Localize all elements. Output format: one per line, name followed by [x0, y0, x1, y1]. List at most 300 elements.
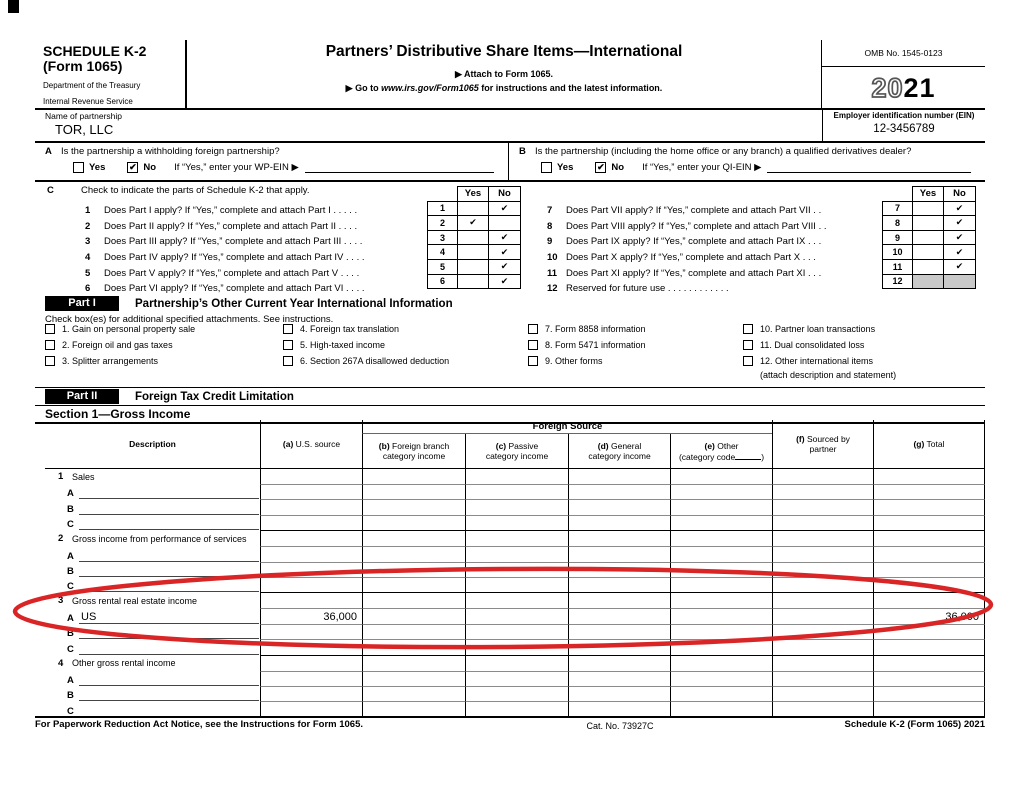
c-a12-yes — [913, 274, 944, 289]
attachment-1-label: 1. Gain on personal property sale — [62, 324, 196, 334]
omb-number: OMB No. 1545-0123 — [822, 40, 985, 67]
gross-income-table — [45, 420, 985, 718]
year-bold-digits: 21 — [903, 72, 936, 103]
part-1-title: Partnership’s Other Current Year International Information — [135, 297, 453, 310]
col-b-letter: (b) — [378, 441, 390, 451]
partnership-name-value[interactable]: TOR, LLC — [55, 122, 114, 137]
amount-cell[interactable] — [772, 485, 873, 500]
amount-cell[interactable] — [465, 485, 568, 500]
c-q4-text: Does Part IV apply? If “Yes,” complete and attach Part IV . . . . — [104, 252, 365, 264]
amount-cell[interactable] — [260, 672, 362, 687]
c-q4-num: 4 — [85, 252, 91, 264]
amount-cell[interactable] — [362, 687, 465, 702]
question-b-yes-checkbox[interactable] — [541, 162, 552, 173]
question-a-letter: A — [45, 146, 52, 157]
attachment-6-checkbox[interactable] — [283, 356, 293, 366]
attachment-4-checkbox[interactable] — [283, 324, 293, 334]
c-a8-yes[interactable] — [913, 216, 944, 231]
name-ein-row — [35, 110, 985, 143]
table-header — [45, 420, 985, 469]
table-row-group-4 — [45, 656, 985, 718]
amount-cell[interactable] — [568, 563, 670, 578]
amount-cell[interactable] — [873, 625, 985, 640]
amount-cell[interactable] — [670, 625, 772, 640]
agency-line-2: Internal Revenue Service — [43, 96, 133, 106]
row-2A-desc-line[interactable] — [79, 549, 259, 562]
c-a11-yes[interactable] — [913, 259, 944, 274]
row-1B-letter: B — [67, 503, 74, 515]
amount-cell[interactable] — [260, 625, 362, 640]
c-q9-num: 9 — [547, 236, 553, 248]
c-a1-num: 1 — [428, 201, 458, 216]
row-4C-desc-line[interactable] — [79, 704, 259, 717]
c-a7-yes[interactable] — [913, 201, 944, 216]
amount-cell[interactable] — [670, 531, 772, 547]
amount-cell[interactable] — [362, 485, 465, 500]
row-2-num: 2 — [58, 533, 64, 545]
attachment-2-label: 2. Foreign oil and gas taxes — [62, 340, 173, 350]
amount-cell[interactable] — [465, 563, 568, 578]
amount-cell[interactable] — [568, 609, 670, 624]
qi-ein-input-line[interactable] — [767, 162, 971, 173]
c-a10-num: 10 — [883, 245, 913, 260]
c-q3-num: 3 — [85, 236, 91, 248]
amount-cell[interactable] — [465, 609, 568, 624]
table-row-group-2 — [45, 531, 985, 593]
row-4B-letter: B — [67, 690, 74, 702]
c-a1-no[interactable]: ✔ — [489, 201, 521, 216]
ein-label: Employer identification number (EIN) — [833, 111, 975, 120]
amount-cell[interactable] — [873, 516, 985, 531]
c-a6-num: 6 — [428, 274, 458, 289]
amount-cell[interactable] — [362, 609, 465, 624]
amount-cell[interactable] — [772, 687, 873, 702]
amount-cell[interactable] — [568, 547, 670, 562]
row-4-num: 4 — [58, 657, 64, 669]
col-a-header — [260, 420, 362, 468]
row-4C-letter: C — [67, 705, 74, 717]
attachment-5-checkbox[interactable] — [283, 340, 293, 350]
amount-cell[interactable] — [362, 640, 465, 655]
amount-cell[interactable] — [873, 656, 985, 672]
form-title: Partners’ Distributive Share Items—International — [325, 43, 683, 60]
c-q1-num: 1 — [85, 205, 91, 217]
c-a10-no[interactable]: ✔ — [944, 245, 976, 260]
part-2-badge: Part II — [45, 389, 119, 404]
attachment-11-label: 11. Dual consolidated loss — [760, 340, 865, 350]
section-1-title: Section 1—Gross Income — [35, 406, 985, 424]
amount-cell[interactable] — [873, 469, 985, 485]
attachment-6-label: 6. Section 267A disallowed deduction — [300, 356, 450, 366]
ein-value[interactable]: 12-3456789 — [873, 123, 935, 135]
question-a-followup: If “Yes,” enter your WP-EIN ▶ — [174, 162, 299, 173]
omb-year-block — [822, 40, 985, 108]
table-bottom-rule — [35, 716, 985, 718]
question-a-yes-label: Yes — [89, 162, 106, 173]
row-4B-desc-line[interactable] — [79, 688, 259, 701]
amount-cell[interactable] — [670, 640, 772, 655]
amount-cell[interactable] — [260, 485, 362, 500]
row-2C-letter: C — [67, 581, 74, 593]
amount-cell[interactable] — [260, 687, 362, 702]
col-f-label-2: partner — [809, 444, 837, 454]
amount-cell[interactable] — [670, 516, 772, 531]
row-2A-letter: A — [67, 550, 74, 562]
col-d-label-1: General — [610, 441, 642, 451]
part-2-title: Foreign Tax Credit Limitation — [135, 390, 294, 403]
amount-cell[interactable] — [260, 640, 362, 655]
c-q11-num: 11 — [547, 267, 558, 279]
no-header: No — [489, 187, 521, 202]
attach-instruction: ▶ Attach to Form 1065. — [454, 69, 554, 79]
amount-cell[interactable] — [465, 687, 568, 702]
section-c-left-questions — [85, 203, 427, 297]
c-a9-yes[interactable] — [913, 230, 944, 245]
amount-cell[interactable] — [873, 485, 985, 500]
amount-cell[interactable] — [873, 531, 985, 547]
row-3A-desc-value[interactable]: US — [81, 610, 97, 623]
row-1-label: Sales — [72, 471, 95, 482]
catalog-number: Cat. No. 73927C — [586, 721, 654, 731]
col-g-letter: (g) — [913, 439, 925, 449]
attachment-7-label: 7. Form 8858 information — [545, 324, 646, 334]
c-q6-text: Does Part VI apply? If “Yes,” complete and attach Part VI . . . . — [104, 283, 365, 295]
amount-cell[interactable] — [465, 593, 568, 609]
amount-cell[interactable] — [568, 593, 670, 609]
col-f-letter: (f) — [796, 434, 805, 444]
col-f-header — [772, 420, 873, 468]
c-a6-no[interactable]: ✔ — [489, 274, 521, 289]
row-1-num: 1 — [58, 471, 64, 482]
row-3A-desc-line[interactable] — [79, 611, 259, 624]
amount-cell[interactable] — [362, 531, 465, 547]
c-a6-yes[interactable] — [458, 274, 489, 289]
col-e-letter: (e) — [704, 440, 715, 451]
tax-year — [822, 67, 985, 109]
amount-cell[interactable] — [362, 563, 465, 578]
amount-cell[interactable] — [362, 516, 465, 531]
c-a12-no — [944, 274, 976, 289]
amount-cell[interactable] — [873, 593, 985, 609]
row-3B-letter: B — [67, 628, 74, 640]
c-a3-no[interactable]: ✔ — [489, 230, 521, 245]
attachment-12-note: (attach description and statement) — [760, 370, 897, 380]
row-3A-us-source-amount[interactable]: 36,000 — [260, 609, 362, 624]
goto-suffix: for instructions and the latest information. — [478, 83, 663, 93]
amount-cell[interactable] — [772, 609, 873, 624]
amount-cell[interactable] — [260, 656, 362, 672]
col-a-label: U.S. source — [295, 439, 341, 449]
row-2C-desc-line[interactable] — [79, 579, 259, 592]
table-row-group-3 — [45, 593, 985, 655]
c-q7-text: Does Part VII apply? If “Yes,” complete and attach Part VII . . — [566, 205, 822, 217]
paperwork-notice: For Paperwork Reduction Act Notice, see the Instructions for Form 1065. — [35, 719, 363, 730]
amount-cell[interactable] — [772, 563, 873, 578]
attachment-8-checkbox[interactable] — [528, 340, 538, 350]
amount-cell[interactable] — [772, 672, 873, 687]
c-q11-text: Does Part XI apply? If “Yes,” complete and attach Part XI . . . — [566, 267, 822, 279]
amount-cell[interactable] — [568, 578, 670, 593]
amount-cell[interactable] — [772, 500, 873, 515]
c-a3-num: 3 — [428, 230, 458, 245]
col-c-header — [465, 434, 568, 468]
attachment-3-checkbox[interactable] — [45, 356, 55, 366]
amount-cell[interactable] — [772, 531, 873, 547]
c-a5-num: 5 — [428, 259, 458, 274]
question-a-yes-checkbox[interactable] — [73, 162, 84, 173]
amount-cell[interactable] — [873, 563, 985, 578]
amount-cell[interactable] — [670, 469, 772, 485]
amount-cell[interactable] — [772, 640, 873, 655]
c-a9-no[interactable]: ✔ — [944, 230, 976, 245]
amount-cell[interactable] — [362, 625, 465, 640]
form-number: (Form 1065) — [43, 58, 123, 74]
row-2-label: Gross income from performance of services — [72, 533, 247, 544]
part-1-subtitle: Check box(es) for additional specified attachments. See instructions. — [45, 314, 334, 325]
row-4-label: Other gross rental income — [72, 658, 176, 669]
row-2B-desc-line[interactable] — [79, 564, 259, 577]
amount-cell[interactable] — [465, 578, 568, 593]
c-a2-yes[interactable]: ✔ — [458, 216, 489, 231]
question-a-no-checkbox[interactable]: ✔ — [129, 162, 137, 172]
row-1C-letter: C — [67, 519, 74, 531]
question-b-text: Is the partnership (including the home office or any branch) a qualified derivatives dealer? — [535, 146, 912, 157]
amount-cell[interactable] — [260, 500, 362, 515]
c-a2-num: 2 — [428, 216, 458, 231]
part-1-section — [35, 296, 985, 388]
amount-cell[interactable] — [772, 656, 873, 672]
agency-line-1: Department of the Treasury — [43, 80, 141, 90]
amount-cell[interactable] — [465, 469, 568, 485]
amount-cell[interactable] — [772, 578, 873, 593]
row-1B-desc-line[interactable] — [79, 502, 259, 515]
amount-cell[interactable] — [873, 640, 985, 655]
amount-cell[interactable] — [465, 500, 568, 515]
c-q10-text: Does Part X apply? If “Yes,” complete and attach Part X . . . — [566, 252, 816, 264]
amount-cell[interactable] — [568, 500, 670, 515]
col-b-header — [362, 434, 465, 468]
amount-cell[interactable] — [670, 672, 772, 687]
amount-cell[interactable] — [362, 593, 465, 609]
attachment-10-checkbox[interactable] — [743, 324, 753, 334]
row-1A-desc-line[interactable] — [79, 486, 259, 499]
attachment-9-checkbox[interactable] — [528, 356, 538, 366]
attachment-4-label: 4. Foreign tax translation — [300, 324, 400, 334]
amount-cell[interactable] — [873, 687, 985, 702]
amount-cell[interactable] — [362, 656, 465, 672]
c-a11-no[interactable]: ✔ — [944, 259, 976, 274]
c-a5-no[interactable]: ✔ — [489, 259, 521, 274]
row-2B-letter: B — [67, 565, 74, 577]
question-ab-row — [35, 143, 985, 182]
amount-cell[interactable] — [873, 547, 985, 562]
amount-cell[interactable] — [465, 640, 568, 655]
col-description-header: Description — [129, 439, 176, 449]
row-3B-desc-line[interactable] — [79, 626, 259, 639]
amount-cell[interactable] — [670, 563, 772, 578]
row-3A-total-amount[interactable]: 36,000 — [873, 609, 985, 624]
amount-cell[interactable] — [873, 500, 985, 515]
c-q1-text: Does Part I apply? If “Yes,” complete and attach Part I . . . . . — [104, 205, 358, 217]
c-a8-no[interactable]: ✔ — [944, 216, 976, 231]
amount-cell[interactable] — [670, 656, 772, 672]
c-q12-text: Reserved for future use . . . . . . . . . . . . — [566, 283, 729, 295]
c-a5-yes[interactable] — [458, 259, 489, 274]
c-q8-num: 8 — [547, 220, 553, 232]
amount-cell[interactable] — [465, 672, 568, 687]
irs-url: www.irs.gov/Form1065 — [381, 83, 479, 93]
c-q7-num: 7 — [547, 205, 553, 217]
amount-cell[interactable] — [568, 687, 670, 702]
amount-cell[interactable] — [772, 469, 873, 485]
amount-cell[interactable] — [465, 625, 568, 640]
c-q8-text: Does Part VIII apply? If “Yes,” complete and attach Part VIII . . — [566, 220, 827, 232]
col-c-letter: (c) — [495, 441, 507, 451]
amount-cell[interactable] — [465, 516, 568, 531]
attachment-12-checkbox[interactable] — [743, 356, 753, 366]
amount-cell[interactable] — [670, 578, 772, 593]
goto-instruction — [187, 83, 821, 94]
amount-cell[interactable] — [362, 578, 465, 593]
c-a12-num: 12 — [883, 274, 913, 289]
section-c-heading: Check to indicate the parts of Schedule K-2 that apply. — [81, 185, 310, 196]
amount-cell[interactable] — [260, 547, 362, 562]
question-b-followup: If “Yes,” enter your QI-EIN ▶ — [642, 162, 762, 173]
row-3-label: Gross rental real estate income — [72, 595, 198, 606]
foreign-source-header: Foreign Source — [362, 420, 772, 434]
col-a-letter: (a) — [282, 439, 294, 449]
amount-cell[interactable] — [772, 516, 873, 531]
c-a11-num: 11 — [883, 259, 913, 274]
amount-cell[interactable] — [362, 500, 465, 515]
question-b-no-checkbox[interactable]: ✔ — [597, 162, 605, 172]
scan-artifact — [8, 0, 19, 13]
section-c-letter: C — [47, 185, 54, 196]
c-a4-yes[interactable] — [458, 245, 489, 260]
c-a3-yes[interactable] — [458, 230, 489, 245]
amount-cell[interactable] — [670, 547, 772, 562]
col-g-label: Total — [926, 439, 945, 449]
ein-block — [822, 110, 985, 141]
yes-header: Yes — [458, 187, 489, 202]
attachment-3-label: 3. Splitter arrangements — [62, 356, 159, 366]
amount-cell[interactable] — [568, 516, 670, 531]
section-c-right-answers — [882, 186, 976, 289]
amount-cell[interactable] — [568, 625, 670, 640]
amount-cell[interactable] — [568, 469, 670, 485]
amount-cell[interactable] — [670, 500, 772, 515]
attachment-12-label: 12. Other international items — [760, 356, 874, 366]
attachment-1-checkbox[interactable] — [45, 324, 55, 334]
no-header: No — [944, 187, 976, 202]
amount-cell[interactable] — [670, 485, 772, 500]
col-e-header — [670, 434, 772, 468]
amount-cell[interactable] — [260, 593, 362, 609]
amount-cell[interactable] — [568, 485, 670, 500]
name-label: Name of partnership — [45, 111, 123, 121]
c-a2-no[interactable] — [489, 216, 521, 231]
col-e-label-3: ) — [761, 451, 765, 462]
c-q5-text: Does Part V apply? If “Yes,” complete and attach Part V . . . . — [104, 267, 360, 279]
row-3A-letter: A — [67, 612, 74, 624]
goto-prefix: ▶ Go to — [345, 83, 382, 93]
amount-cell[interactable] — [260, 563, 362, 578]
row-3C-desc-line[interactable] — [79, 642, 259, 655]
c-q12-num: 12 — [547, 283, 558, 295]
amount-cell[interactable] — [465, 547, 568, 562]
amount-cell[interactable] — [362, 547, 465, 562]
col-b-label-1: Foreign branch — [392, 441, 450, 451]
col-f-label-1: Sourced by — [806, 434, 850, 444]
amount-cell[interactable] — [465, 531, 568, 547]
attachment-2-checkbox[interactable] — [45, 340, 55, 350]
attachment-10-label: 10. Partner loan transactions — [760, 324, 876, 334]
c-a8-num: 8 — [883, 216, 913, 231]
col-g-header — [873, 420, 985, 468]
c-a7-num: 7 — [883, 201, 913, 216]
schedule-name: SCHEDULE K-2 — [43, 43, 147, 59]
amount-cell[interactable] — [670, 609, 772, 624]
amount-cell[interactable] — [772, 625, 873, 640]
c-q6-num: 6 — [85, 283, 91, 295]
c-a1-yes[interactable] — [458, 201, 489, 216]
amount-cell[interactable] — [772, 547, 873, 562]
c-q5-num: 5 — [85, 267, 91, 279]
category-code-input-line[interactable] — [735, 451, 761, 460]
wp-ein-input-line[interactable] — [305, 162, 494, 173]
partnership-name-block — [35, 110, 822, 141]
c-q2-num: 2 — [85, 220, 91, 232]
amount-cell[interactable] — [362, 469, 465, 485]
c-a7-no[interactable]: ✔ — [944, 201, 976, 216]
amount-cell[interactable] — [772, 593, 873, 609]
question-b — [509, 143, 985, 180]
form-header — [35, 40, 985, 110]
table-row-group-1 — [45, 469, 985, 531]
attachment-7-checkbox[interactable] — [528, 324, 538, 334]
amount-cell[interactable] — [568, 656, 670, 672]
amount-cell[interactable] — [670, 593, 772, 609]
c-q2-text: Does Part II apply? If “Yes,” complete and attach Part II . . . . — [104, 220, 358, 232]
amount-cell[interactable] — [568, 531, 670, 547]
amount-cell[interactable] — [873, 578, 985, 593]
amount-cell[interactable] — [260, 531, 362, 547]
c-a4-no[interactable]: ✔ — [489, 245, 521, 260]
c-q9-text: Does Part IX apply? If “Yes,” complete and attach Part IX . . . — [566, 236, 822, 248]
col-d-header — [568, 434, 670, 468]
form-id-block — [35, 40, 185, 108]
section-c-left-answers — [427, 186, 521, 289]
amount-cell[interactable] — [260, 578, 362, 593]
amount-cell[interactable] — [568, 640, 670, 655]
col-d-letter: (d) — [597, 441, 609, 451]
amount-cell[interactable] — [362, 672, 465, 687]
amount-cell[interactable] — [260, 469, 362, 485]
amount-cell[interactable] — [873, 672, 985, 687]
row-4A-desc-line[interactable] — [79, 673, 259, 686]
amount-cell[interactable] — [670, 687, 772, 702]
form-title-block — [185, 40, 822, 108]
row-1C-desc-line[interactable] — [79, 517, 259, 530]
c-q10-num: 10 — [547, 252, 558, 264]
row-4A-letter: A — [67, 674, 74, 686]
amount-cell[interactable] — [260, 516, 362, 531]
c-a10-yes[interactable] — [913, 245, 944, 260]
question-a — [35, 143, 509, 180]
amount-cell[interactable] — [465, 656, 568, 672]
attachment-11-checkbox[interactable] — [743, 340, 753, 350]
amount-cell[interactable] — [568, 672, 670, 687]
